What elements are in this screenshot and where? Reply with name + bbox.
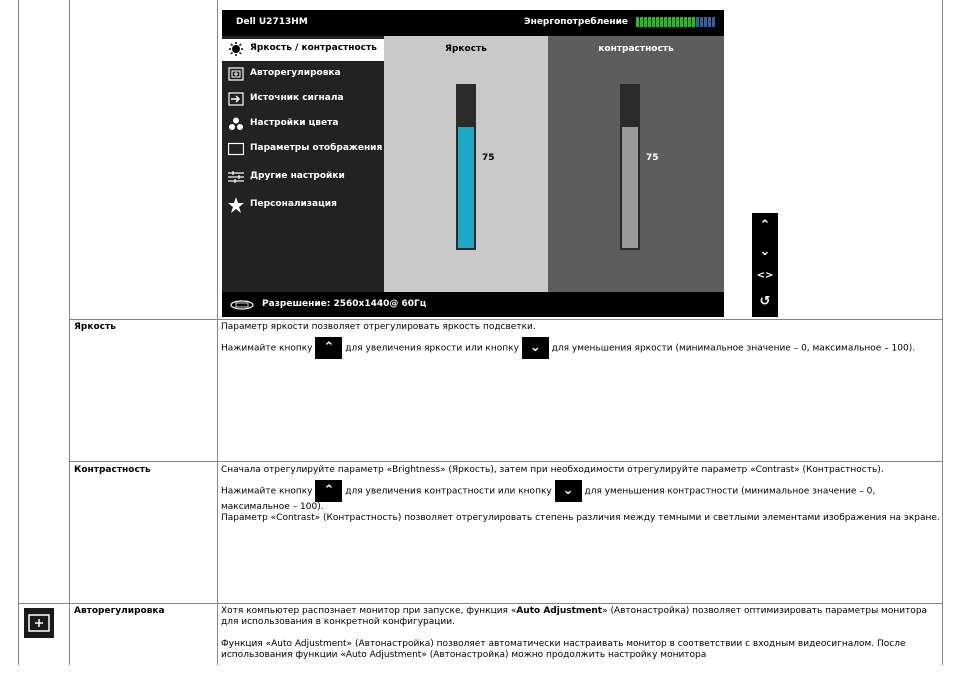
energy-segment xyxy=(660,17,663,27)
desc-text: » (Автонастройка) позволяет оптимизировать параметры монитора для использования в конкретной конфигурации. xyxy=(221,606,928,627)
row-desc-auto-adjust xyxy=(221,606,941,661)
energy-segment xyxy=(680,17,683,27)
contrast-slider-fill xyxy=(622,127,638,249)
osd-menu-item-input-source[interactable] xyxy=(222,89,384,111)
osd-nav-strip xyxy=(752,213,778,317)
desc-text: Нажимайте кнопку xyxy=(221,343,313,354)
sun-icon xyxy=(228,42,244,56)
row-desc-brightness xyxy=(221,322,941,359)
input-source-icon xyxy=(228,92,244,106)
energy-segment xyxy=(648,17,651,27)
energy-segment xyxy=(676,17,679,27)
desc-text: Нажимайте кнопку xyxy=(221,486,313,497)
osd-menu-label: Авторегулировка xyxy=(250,68,341,78)
osd-menu xyxy=(222,36,384,292)
sliders-icon xyxy=(228,170,244,184)
energy-segment xyxy=(696,17,699,27)
energy-segment xyxy=(688,17,691,27)
desc-text: Параметр «Contrast» (Контрастность) позволяет отрегулировать степень различия между темными и светлыми элементами изображения на экране. xyxy=(221,513,940,523)
brightness-panel xyxy=(384,36,548,292)
osd-menu-label: Яркость / контрастность xyxy=(250,43,377,53)
osd-model-title: Dell U2713HM xyxy=(236,17,308,27)
desc-buttons-line xyxy=(221,337,941,359)
desc-text: для увеличения контрастности или кнопку xyxy=(345,486,552,497)
osd-menu-label: Настройки цвета xyxy=(250,118,339,128)
energy-meter xyxy=(636,17,716,27)
row-name-brightness: Яркость xyxy=(74,322,116,332)
contrast-title: контрастность xyxy=(598,44,674,54)
osd-menu-label: Источник сигнала xyxy=(250,93,344,103)
row-desc-contrast xyxy=(221,465,941,524)
desc-buttons-line xyxy=(221,480,941,513)
contrast-panel xyxy=(548,36,724,292)
energy-segment xyxy=(652,17,655,27)
energy-segment xyxy=(684,17,687,27)
desc-text: для уменьшения контрастности (минимальное значение – 0, максимальное – 100). xyxy=(221,486,876,512)
osd-footer xyxy=(222,292,724,317)
down-arrow-icon[interactable]: ⌄ xyxy=(759,244,771,259)
desc-text: Сначала отрегулируйте параметр «Brightness» (Яркость), затем при необходимости отрегулируйте параметр «Contrast» (Контрастность). xyxy=(221,465,884,475)
desc-bold: Auto Adjustment xyxy=(516,606,603,616)
down-arrow-icon: ⌄ xyxy=(555,480,582,502)
return-icon[interactable]: ↺ xyxy=(759,294,771,309)
grid-line-right xyxy=(942,0,943,665)
osd-menu-label: Другие настройки xyxy=(250,171,345,181)
osd-menu-label: Параметры отображения xyxy=(250,143,383,153)
energy-segment xyxy=(664,17,667,27)
grid-line-col1 xyxy=(69,0,70,665)
osd-menu-item-personalize[interactable] xyxy=(222,195,384,217)
auto-adjust-icon xyxy=(24,608,54,638)
auto-adjust-icon xyxy=(228,67,244,81)
contrast-slider[interactable] xyxy=(620,84,640,250)
down-arrow-icon: ⌄ xyxy=(522,337,549,359)
energy-segment xyxy=(704,17,707,27)
energy-segment xyxy=(692,17,695,27)
osd-menu-label: Персонализация xyxy=(250,199,337,209)
up-arrow-icon: ⌃ xyxy=(315,337,342,359)
up-arrow-icon: ⌃ xyxy=(315,480,342,502)
brightness-value: 75 xyxy=(482,153,495,163)
grid-line-col2 xyxy=(217,0,218,665)
osd-menu-item-other-settings[interactable] xyxy=(222,167,384,189)
desc-text: Функция «Auto Adjustment» (Автонастройка) позволяет автоматически настраивать монитор в соответствии с входным видеосигналом. После использования функции «Auto Adjustment» (Автонастройка) можно продолжить настройку монитора xyxy=(221,639,906,660)
energy-segment xyxy=(644,17,647,27)
osd-menu-item-auto-adjust[interactable] xyxy=(222,64,384,86)
desc-text: Параметр яркости позволяет отрегулировать яркость подсветки. xyxy=(221,322,536,332)
desc-text: для уменьшения яркости (минимальное значение – 0, максимальное – 100). xyxy=(551,343,916,354)
row-name-auto-adjust: Авторегулировка xyxy=(74,606,165,616)
brightness-title: Яркость xyxy=(445,44,487,54)
contrast-value: 75 xyxy=(646,153,659,163)
grid-line-left xyxy=(18,0,19,665)
desc-line xyxy=(221,606,941,628)
grid-line-row2 xyxy=(69,461,943,462)
osd-menu-item-color-settings[interactable] xyxy=(222,114,384,136)
resolution-text: Разрешение: 2560x1440@ 60Гц xyxy=(262,299,427,309)
brightness-slider-fill xyxy=(458,127,474,249)
resolution-icon xyxy=(230,300,254,310)
row-name-contrast: Контрастность xyxy=(74,465,151,475)
brightness-slider[interactable] xyxy=(456,84,476,250)
energy-segment xyxy=(708,17,711,27)
energy-segment xyxy=(636,17,639,27)
energy-segment xyxy=(656,17,659,27)
left-right-icon[interactable]: <> xyxy=(756,270,774,281)
desc-text: для увеличения яркости или кнопку xyxy=(345,343,519,354)
grid-line-row3 xyxy=(18,603,943,604)
color-dots-icon xyxy=(228,117,244,131)
osd-energy-label: Энергопотребление xyxy=(524,17,629,27)
grid-line-row1 xyxy=(69,319,943,320)
osd-menu-item-display-settings[interactable] xyxy=(222,139,384,161)
osd-screenshot xyxy=(222,10,724,317)
display-rect-icon xyxy=(228,142,244,156)
osd-menu-item-brightness-contrast[interactable] xyxy=(222,39,384,61)
energy-segment xyxy=(700,17,703,27)
energy-segment xyxy=(640,17,643,27)
energy-segment xyxy=(672,17,675,27)
star-icon xyxy=(228,197,244,213)
desc-text: Хотя компьютер распознает монитор при запуске, функция « xyxy=(221,606,517,616)
energy-segment xyxy=(668,17,671,27)
up-arrow-icon[interactable]: ⌃ xyxy=(759,218,771,233)
energy-segment xyxy=(712,17,715,27)
